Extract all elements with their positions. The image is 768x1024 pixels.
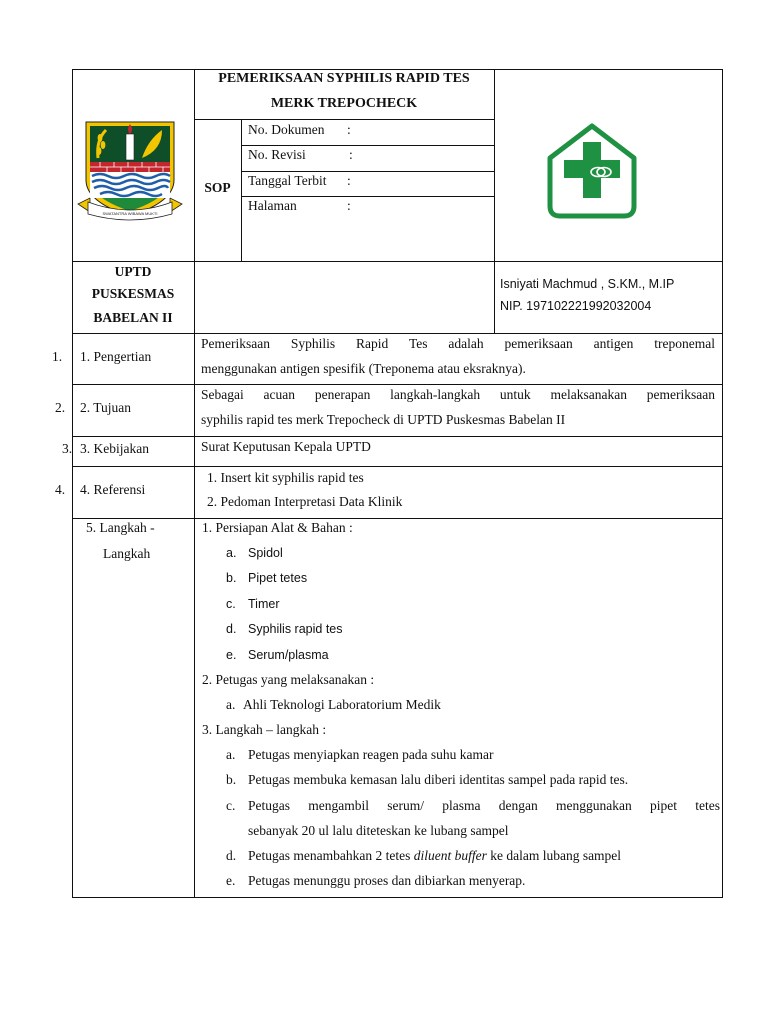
row-number: 4. <box>55 482 66 497</box>
row-label-steps-line2: Langkah <box>103 546 151 561</box>
sop-label: SOP <box>204 180 231 195</box>
field-label-revision: No. Revisi <box>248 147 306 162</box>
document-title-line1: PEMERIKSAAN SYPHILIS RAPID TES <box>218 71 470 86</box>
list-marker: e. <box>226 873 236 888</box>
emblem-banner-text: SWATANTRA WIBAWA MUKTI <box>102 211 158 216</box>
field-label-doc-number: No. Dokumen <box>248 122 325 137</box>
definition-text-line1: Pemeriksaan Syphilis Rapid Tes adalah pemeriksaan antigen treponemal <box>201 336 715 351</box>
list-marker: a. <box>226 747 236 762</box>
list-marker: d. <box>226 848 237 863</box>
list-item: Syphilis rapid tes <box>248 622 343 636</box>
signer-name: Isniyati Machmud , S.KM., M.IP <box>500 277 675 291</box>
list-item: Pipet tetes <box>248 571 308 585</box>
list-marker: a. <box>226 697 236 712</box>
list-item: Spidol <box>248 546 283 560</box>
org-name-line3: BABELAN II <box>93 310 173 325</box>
procedure-step-d-text: Petugas menambahkan 2 tetes <box>248 848 414 863</box>
procedure-step-c-line2: sebanyak 20 ul lalu diteteskan ke lubang sampel <box>248 823 509 838</box>
row-number: 1. <box>52 349 63 364</box>
procedure-step-d-text-end: ke dalam lubang sampel <box>486 848 622 863</box>
regency-emblem <box>76 118 184 228</box>
procedure-step-a: Petugas menyiapkan reagen pada suhu kamar <box>248 747 494 762</box>
list-marker: c. <box>226 597 236 611</box>
row-label-policy: 3. Kebijakan <box>80 441 149 456</box>
row-label-reference: 4. Referensi <box>80 482 146 497</box>
purpose-text-line2: syphilis rapid tes merk Trepocheck di UPTD Puskesmas Babelan II <box>201 412 566 427</box>
field-label-page: Halaman <box>248 198 297 213</box>
field-sep-page: : <box>347 198 351 213</box>
document-title-line2: MERK TREPOCHECK <box>270 96 418 111</box>
procedure-step-e: Petugas menunggu proses dan dibiarkan menyerap. <box>248 873 526 888</box>
list-marker: a. <box>226 546 237 560</box>
list-marker: c. <box>226 798 236 813</box>
procedure-step-d-emphasis: diluent buffer <box>413 848 487 863</box>
signer-nip: NIP. 197102221992032004 <box>500 299 652 313</box>
reference-item: 1. Insert kit syphilis rapid tes <box>207 470 364 485</box>
row-label-purpose: 2. Tujuan <box>80 400 132 415</box>
field-sep-issue-date: : <box>347 173 351 188</box>
field-sep-revision: : <box>349 147 353 162</box>
steps-section-title: 2. Petugas yang melaksanakan : <box>202 672 375 687</box>
field-sep-doc-number: : <box>347 122 351 137</box>
field-label-issue-date: Tanggal Terbit <box>248 173 327 188</box>
list-marker: d. <box>226 622 237 636</box>
list-marker: b. <box>226 772 237 787</box>
purpose-text-line1: Sebagai acuan penerapan langkah-langkah untuk melaksanakan pemeriksaan <box>201 387 715 402</box>
row-number: 3. <box>62 441 73 456</box>
list-marker: b. <box>226 571 237 585</box>
list-item: Ahli Teknologi Laboratorium Medik <box>243 697 441 712</box>
reference-item: 2. Pedoman Interpretasi Data Klinik <box>207 494 403 509</box>
puskesmas-logo <box>538 120 646 224</box>
row-label-steps-line1: 5. Langkah - <box>86 520 155 535</box>
procedure-step-d <box>248 848 621 864</box>
steps-section-title: 1. Persiapan Alat & Bahan : <box>202 520 353 535</box>
steps-section-title: 3. Langkah – langkah : <box>202 722 327 737</box>
procedure-step-c-line1: Petugas mengambil serum/ plasma dengan menggunakan pipet tetes <box>248 798 720 813</box>
procedure-step-b: Petugas membuka kemasan lalu diberi identitas sampel pada rapid tes. <box>248 772 629 787</box>
org-name-line1: UPTD <box>114 264 152 279</box>
row-number: 2. <box>55 400 66 415</box>
row-label-definition: 1. Pengertian <box>80 349 152 364</box>
org-name-line2: PUSKESMAS <box>91 286 175 301</box>
list-item: Serum/plasma <box>248 648 329 662</box>
policy-text: Surat Keputusan Kepala UPTD <box>201 439 371 454</box>
definition-text-line2: menggunakan antigen spesifik (Treponema atau eksraknya). <box>201 361 526 376</box>
list-item: Timer <box>248 597 280 611</box>
list-marker: e. <box>226 648 237 662</box>
